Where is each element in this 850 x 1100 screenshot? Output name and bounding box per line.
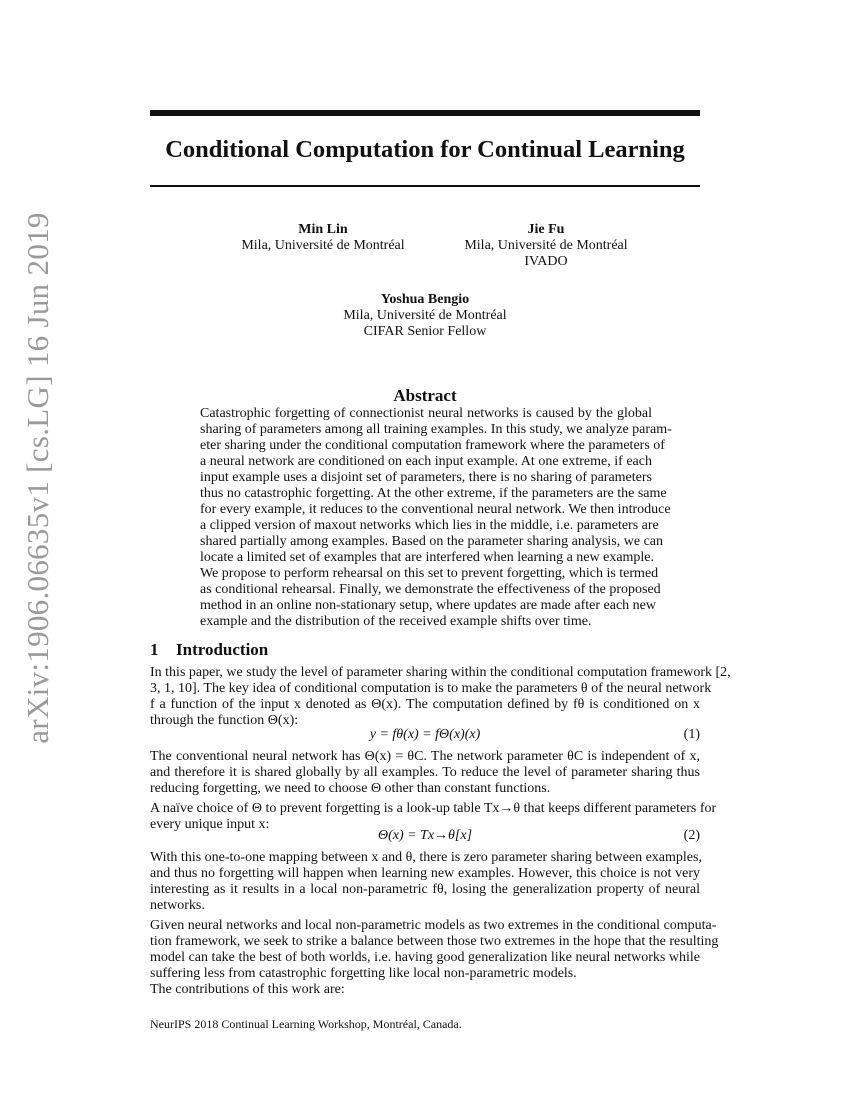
abstract-line: a clipped version of maxout networks which lies in the middle, i.e. parameters are xyxy=(200,518,659,533)
equation xyxy=(150,828,700,844)
author-affiliation: Mila, Université de Montréal xyxy=(343,308,507,323)
title-rule-bottom xyxy=(150,185,700,187)
abstract-line: shared partially among examples. Based on the parameter sharing analysis, we can xyxy=(200,534,664,549)
abstract-body xyxy=(200,406,672,630)
body-line: In this paper, we study the level of parameter sharing within the conditional computation framework [2, xyxy=(150,665,731,680)
body-line: Given neural networks and local non-parametric models as two extremes in the conditional computa- xyxy=(150,918,717,933)
abstract-line: sharing of parameters among all training examples. In this study, we analyze param- xyxy=(200,422,672,437)
author-name: Yoshua Bengio xyxy=(380,292,470,307)
abstract-line: for every example, it reduces to the conventional neural network. We then introduce xyxy=(200,502,671,517)
abstract-line: eter sharing under the conditional computation framework where the parameters of xyxy=(200,438,665,453)
author-block xyxy=(436,222,656,270)
abstract-line: We propose to perform rehearsal on this set to prevent forgetting, which is termed xyxy=(200,566,659,581)
abstract-line: example and the distribution of the received example shifts over time. xyxy=(200,614,592,629)
body-line: The contributions of this work are: xyxy=(150,982,345,997)
author-affiliation: IVADO xyxy=(524,254,568,269)
body-line: 3, 1, 10]. The key idea of conditional computation is to make the parameters θ of the neural network xyxy=(150,681,712,696)
author-name: Min Lin xyxy=(298,222,348,237)
body-line: interesting as it results in a local non-parametric fθ, losing the generalization property of neural xyxy=(150,882,700,897)
equation-number: (1) xyxy=(683,727,700,742)
conference-footer: NeurIPS 2018 Continual Learning Workshop, Montréal, Canada. xyxy=(150,1017,462,1031)
equation xyxy=(150,727,700,743)
section-title: Introduction xyxy=(176,640,269,659)
body-line: model can take the best of both worlds, i.e. having good generalization like neural networks while xyxy=(150,950,700,965)
equation-expression: Θ(x) = Tx→θ[x] xyxy=(377,828,473,843)
section-heading xyxy=(150,640,268,660)
arxiv-stamp: arXiv:1906.06635v1 [cs.LG] 16 Jun 2019 xyxy=(20,212,55,744)
body-line: suffering less from catastrophic forgetting like local non-parametric models. xyxy=(150,966,577,981)
body-line: tion framework, we seek to strike a balance between those two extremes in the hope that the resulting xyxy=(150,934,719,949)
author-block xyxy=(295,292,555,340)
abstract-line: locate a limited set of examples that are interfered when learning a new example. xyxy=(200,550,655,565)
abstract-line: Catastrophic forgetting of connectionist neural networks is caused by the global xyxy=(200,406,652,421)
author-affiliation: CIFAR Senior Fellow xyxy=(363,324,487,339)
body-line: through the function Θ(x): xyxy=(150,713,299,728)
title-rule-top xyxy=(150,110,700,116)
equation-number: (2) xyxy=(683,828,700,843)
body-line: and thus no forgetting will happen when learning new examples. However, this choice is not very xyxy=(150,866,700,881)
author-affiliation: Mila, Université de Montréal xyxy=(464,238,628,253)
abstract-line: thus no catastrophic forgetting. At the other extreme, if the parameters are the same xyxy=(200,486,667,501)
abstract-heading: Abstract xyxy=(393,386,457,405)
body-line: networks. xyxy=(150,898,205,913)
body-line: f a function of the input x denoted as Θ(x). The computation defined by fθ is conditioned on x xyxy=(150,697,700,712)
body-line: With this one-to-one mapping between x and θ, there is zero parameter sharing between examples, xyxy=(150,850,702,865)
body-line: The conventional neural network has Θ(x) = θC. The network parameter θC is independent of x, xyxy=(150,749,700,764)
author-name: Jie Fu xyxy=(527,222,565,237)
body-line: every unique input x: xyxy=(150,817,270,832)
paragraph xyxy=(150,918,719,982)
abstract-line: a neural network are conditioned on each input example. At one extreme, if each xyxy=(200,454,652,469)
abstract-line: method in an online non-stationary setup, where updates are made after each new xyxy=(200,598,656,613)
paragraph xyxy=(150,982,700,998)
author-block xyxy=(205,222,441,254)
paragraph xyxy=(150,749,700,797)
paper-title: Conditional Computation for Continual Learning xyxy=(165,136,685,163)
abstract-line: as conditional rehearsal. Finally, we demonstrate the effectiveness of the proposed xyxy=(200,582,661,597)
equation-expression: y = fθ(x) = fΘ(x)(x) xyxy=(369,727,481,742)
body-line: reducing forgetting, we need to choose Θ other than constant functions. xyxy=(150,781,551,796)
author-affiliation: Mila, Université de Montréal xyxy=(241,238,405,253)
abstract-line: input example uses a disjoint set of parameters, there is no sharing of parameters xyxy=(200,470,652,485)
body-line: A naïve choice of Θ to prevent forgetting is a look-up table Tx→θ that keeps different parameters for xyxy=(150,801,717,816)
paragraph xyxy=(150,850,700,914)
section-number: 1 xyxy=(150,640,159,659)
body-line: and therefore it is shared globally by all examples. To reduce the level of parameter sharing thus xyxy=(150,765,700,780)
paragraph xyxy=(150,665,731,729)
